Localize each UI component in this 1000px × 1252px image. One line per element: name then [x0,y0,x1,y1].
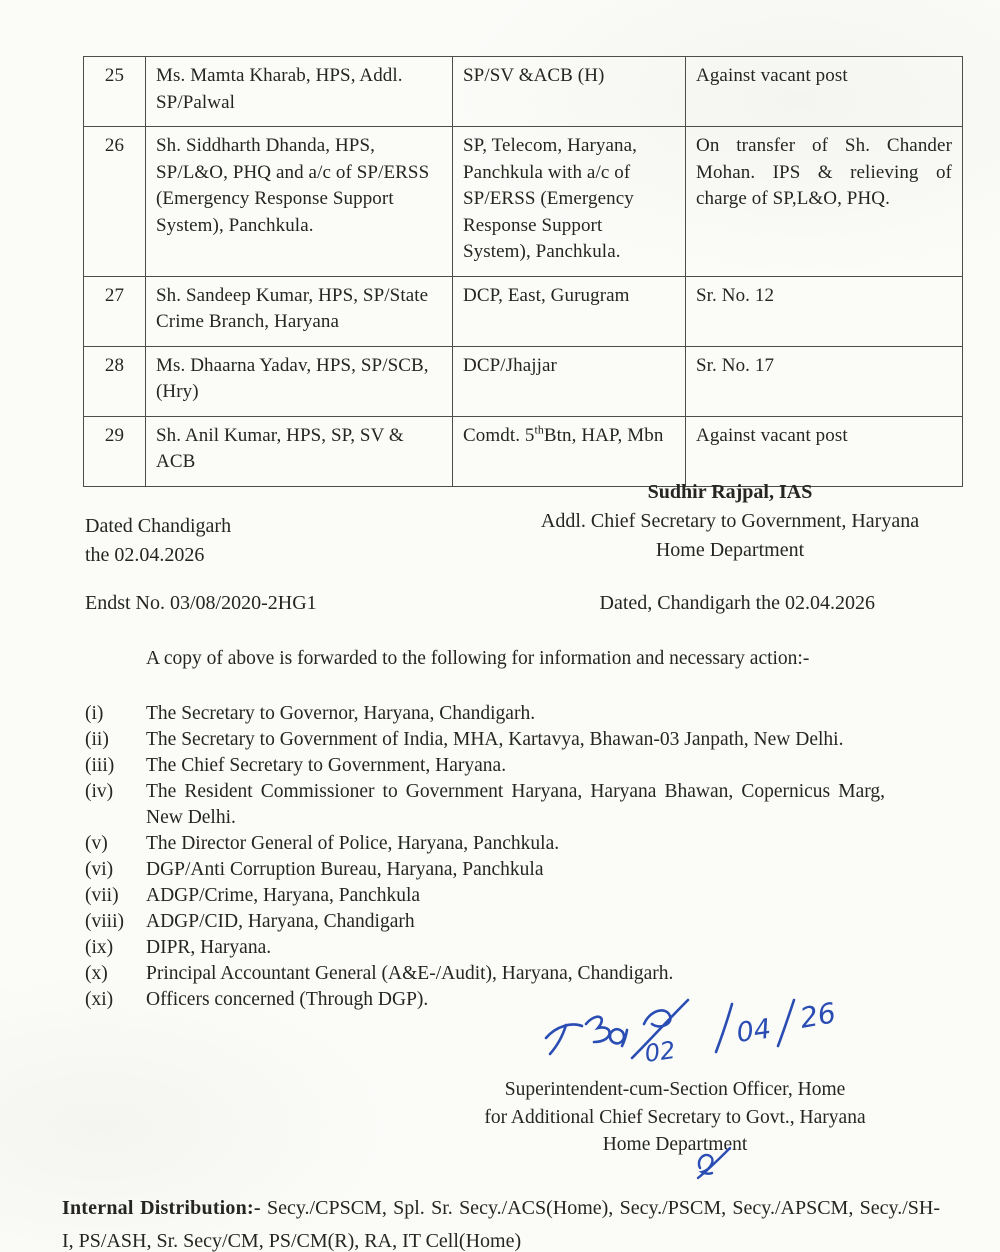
sr-no-cell: 29 [84,416,146,486]
dated-place-block [85,512,231,570]
transfer-order-table [83,56,963,487]
internal-distribution-label: Internal Distribution:- [62,1197,261,1219]
signoff-designation: Superintendent-cum-Section Officer, Home [504,1079,846,1100]
internal-distribution [62,1192,940,1252]
handwritten-date-day: 02 [642,1035,678,1068]
list-item-number: (iv) [85,781,114,802]
list-item [85,909,885,935]
list-item [85,831,885,857]
posting-cell: SP/SV &ACB (H) [453,57,686,127]
forwarding-list [85,701,885,1013]
list-item-number: (v) [85,833,108,854]
endorsement-number: Endst No. 03/08/2020-2HG1 [85,592,317,614]
list-item [85,961,885,987]
endorsement-date: Dated, Chandigarh the 02.04.2026 [599,592,875,614]
posting-text: Comdt. 5 [463,424,535,446]
list-item-text: The Chief Secretary to Government, Haryana. [146,755,507,776]
handwritten-signature [540,988,890,1080]
list-item-text: The Director General of Police, Haryana, Panchkula. [146,833,560,854]
sr-no-cell: 26 [84,127,146,277]
posting-text: Btn, HAP, Mbn [543,424,664,446]
list-item-number: (xi) [85,989,114,1010]
sr-no-cell: 28 [84,346,146,416]
table-row [84,416,963,486]
remarks-cell: Against vacant post [686,416,963,486]
table-row [84,276,963,346]
list-item [85,935,885,961]
list-item [85,727,885,753]
list-item-number: (viii) [85,911,124,932]
list-item-text: The Resident Commissioner to Government Haryana, Haryana Bhawan, Copernicus Marg, New Delhi. [146,781,885,828]
list-item [85,753,885,779]
dated-place-line: Dated Chandigarh [85,515,232,537]
table-row [84,57,963,127]
officer-cell: Sh. Siddharth Dhanda, HPS, SP/L&O, PHQ and a/c of SP/ERSS (Emergency Response Support System), Panchkula. [146,127,453,277]
list-item-text: Officers concerned (Through DGP). [146,989,429,1010]
list-item-number: (x) [85,963,108,984]
list-item-text: DIPR, Haryana. [146,937,272,958]
list-item [85,857,885,883]
list-item-text: ADGP/Crime, Haryana, Panchkula [146,885,421,906]
signatory-title: Addl. Chief Secretary to Government, Haryana [540,510,920,532]
list-item-number: (vii) [85,885,119,906]
remarks-cell: On transfer of Sh. Chander Mohan. IPS & relieving of charge of SP,L&O, PHQ. [686,127,963,277]
handwritten-date-month: 04 [734,1013,773,1049]
signoff-department: Home Department [602,1134,748,1155]
signoff-block [425,1076,925,1159]
officer-cell: Sh. Anil Kumar, HPS, SP, SV & ACB [146,416,453,486]
list-item [85,883,885,909]
officer-cell: Sh. Sandeep Kumar, HPS, SP/State Crime Branch, Haryana [146,276,453,346]
dated-date-line: the 02.04.2026 [85,544,205,566]
posting-cell: DCP/Jhajjar [453,346,686,416]
signatory-block [505,478,955,565]
handwritten-initial-mark [688,1144,734,1186]
list-item-text: The Secretary to Governor, Haryana, Chandigarh. [146,703,536,724]
list-item-text: The Secretary to Government of India, MHA, Kartavya, Bhawan-03 Janpath, New Delhi. [146,729,844,750]
list-item-number: (iii) [85,755,115,776]
handwritten-date-year: 26 [797,996,839,1035]
forwarding-intro: A copy of above is forwarded to the following for information and necessary action:- [146,648,810,669]
internal-distribution-text: Secy./CPSCM, Spl. Sr. Secy./ACS(Home), Secy./PSCM, Secy./APSCM, Secy./SH-I, PS/ASH, Sr. Secy/CM, PS/CM(R), RA, IT Cell(Home) [62,1197,940,1252]
signatory-department: Home Department [655,539,805,561]
list-item [85,779,885,831]
table-row [84,346,963,416]
list-item-text: Principal Accountant General (A&E-/Audit), Haryana, Chandigarh. [146,963,674,984]
list-item-number: (ii) [85,729,109,750]
list-item-number: (i) [85,703,104,724]
list-item [85,701,885,727]
posting-cell: DCP, East, Gurugram [453,276,686,346]
list-item-text: DGP/Anti Corruption Bureau, Haryana, Panchkula [146,859,544,880]
remarks-cell: Sr. No. 12 [686,276,963,346]
officer-cell: Ms. Dhaarna Yadav, HPS, SP/SCB, (Hry) [146,346,453,416]
list-item-text: ADGP/CID, Haryana, Chandigarh [146,911,415,932]
list-item-number: (ix) [85,937,114,958]
remarks-cell: Against vacant post [686,57,963,127]
posting-cell: SP, Telecom, Haryana, Panchkula with a/c of SP/ERSS (Emergency Response Support System), Panchkula. [453,127,686,277]
sr-no-cell: 25 [84,57,146,127]
posting-cell [453,416,686,486]
ordinal-superscript: th [534,423,544,437]
list-item-number: (vi) [85,859,114,880]
remarks-cell: Sr. No. 17 [686,346,963,416]
endorsement-row [85,592,875,615]
officer-cell: Ms. Mamta Kharab, HPS, Addl. SP/Palwal [146,57,453,127]
signatory-name: Sudhir Rajpal, IAS [647,481,813,503]
signoff-for-line: for Additional Chief Secretary to Govt., Haryana [484,1106,866,1128]
sr-no-cell: 27 [84,276,146,346]
table-row [84,127,963,277]
